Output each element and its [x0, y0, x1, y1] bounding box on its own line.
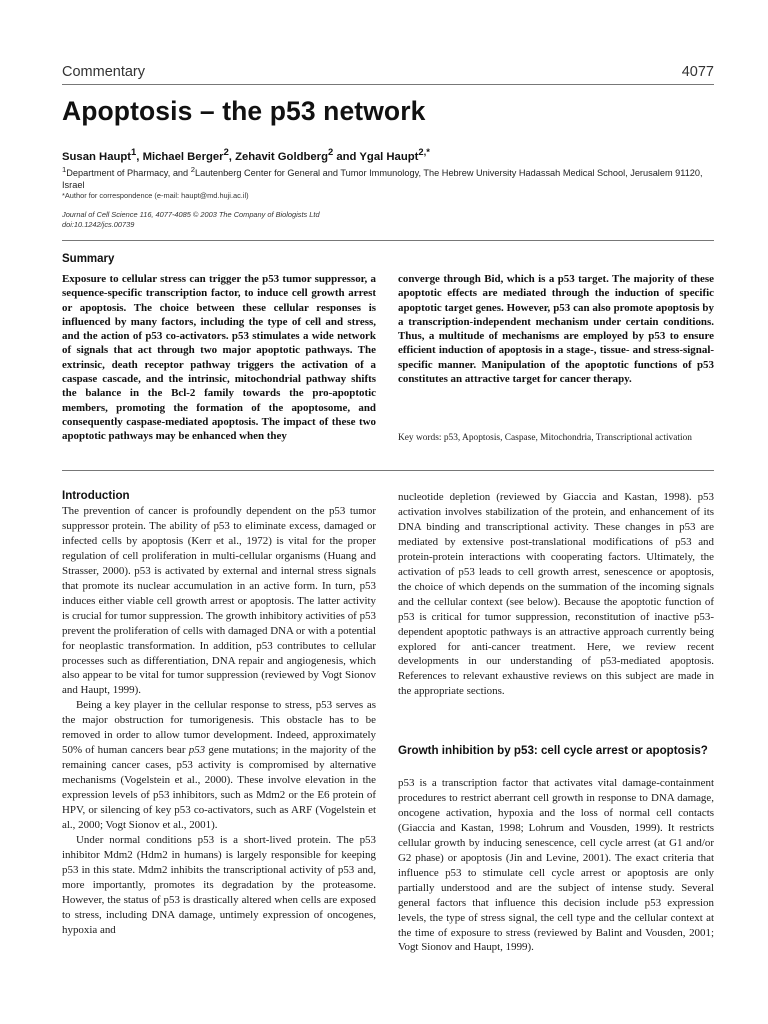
paragraph-text: gene mutations; in the majority of the remaining cancer cases, p53 activity is compromised by alternative mechanisms (Vogelstein et al., 2000). These involve elevation in the expression levels of p53 inhibitors, such as Mdm2 or the E6 protein of HPV, or silencing of key p53 co-activators, such as ARF (Vogelstein et al., 2000; Vogt Sionov et al., 2001). [62, 744, 376, 832]
growth-paragraph-1: p53 is a transcription factor that activates vital damage-containment procedures to restrict aberrant cell growth in response to DNA damage, oncogene activation, hypoxia and the loss of normal cell contacts (Giaccia and Kastan, 1998; Lohrum and Vousden, 1999). It restricts cellular growth by inducing senescence, cell cycle arrest (at G1 and/or G2 phase) or apoptosis (Jin and Levine, 2001). The exact criteria that influence p53 to stimulate cell cycle arrest or apoptosis are only partially understood and are the subject of intense study. Several general factors that influence this decision include p53 expression levels, the type of stress signal, the cell type and the cellular context at the time of exposure to stress (reviewed by Balint and Vousden, 2001; Vogt Sionov and Haupt, 1999). [398, 777, 714, 954]
author-affiliation-marker: 2 [223, 146, 229, 157]
author-name: Michael Berger [142, 150, 224, 163]
author-name: Zehavit Goldberg [235, 150, 328, 163]
author-name: Susan Haupt [62, 150, 132, 163]
author-affiliation-marker: 2,* [418, 146, 430, 157]
author-affiliation-marker: 2 [327, 146, 334, 157]
affiliation-marker: 2 [190, 165, 195, 174]
author-affiliation-marker: 1 [131, 146, 137, 157]
introduction-heading: Introduction [62, 489, 130, 502]
body-column-left [62, 504, 376, 938]
summary-text-left: Exposure to cellular stress can trigger the p53 tumor suppressor, a sequence-specific transcription factor, to induce cell growth arrest or apoptosis. The choice between these cellular responses is influenced by many factors, including the type of cell and stress, and the action of p53 co-activators. p53 stimulates a wide network of signals that act through two major apoptotic pathways. The extrinsic, death receptor pathway triggers the activation of a caspase cascade, and the intrinsic, mitochondrial pathway shifts the balance in the Bcl-2 family towards the pro-apoptotic members, promoting the formation of the apoptosome, and consequently caspase-mediated apoptosis. The impact of these two apoptotic pathways may be enhanced when they [62, 273, 376, 443]
body-column-right [398, 490, 714, 699]
affiliation-marker: 1 [62, 165, 67, 174]
journal-doi: doi:10.1242/jcs.00739 [62, 220, 135, 229]
summary-bottom-rule [62, 470, 714, 471]
correspondence-note: *Author for correspondence (e-mail: haupt@md.huji.ac.il) [62, 191, 249, 200]
keywords: Key words: p53, Apoptosis, Caspase, Mitochondria, Transcriptional activation [398, 433, 692, 443]
intro-paragraph-2 [62, 698, 376, 833]
journal-citation: Journal of Cell Science 116, 4077-4085 © 2003 The Company of Biologists Ltd [62, 210, 320, 219]
page-number: 4077 [681, 64, 714, 80]
affiliation-text: Lautenberg Center for General and Tumor Immunology, The Hebrew University Hadassah Medical School, Jerusalem 91120, Israel [62, 168, 703, 191]
growth-inhibition-heading: Growth inhibition by p53: cell cycle arrest or apoptosis? [398, 744, 708, 757]
paragraph-text: Being a key player in the cellular response to stress, p53 serves as the major obstruction for tumorigenesis. This obstacle has to be removed in order to allow tumor development. Indeed, approximately 50% of human cancers bear [62, 699, 376, 757]
article-title: Apoptosis – the p53 network [62, 96, 426, 126]
affiliations [62, 164, 714, 191]
summary-text-right: converge through Bid, which is a p53 target. The majority of these apoptotic effects are mediated through the induction of specific apoptotic target genes. However, p53 can also promote apoptosis by a transcription-independent mechanism under certain conditions. Thus, a multitude of mechanisms are employed by p53 to ensure efficient induction of apoptosis in a stage-, tissue- and stress-signal-specific manner. Manipulation of the apoptotic functions of p53 constitutes an attractive target for cancer therapy. [398, 273, 714, 386]
growth-inhibition-body [398, 776, 714, 955]
gene-name: p53 [188, 744, 206, 757]
summary-top-rule [62, 240, 714, 241]
author-conjunction: and [336, 150, 357, 163]
affiliation-text: Department of Pharmacy, and [66, 168, 191, 179]
intro-paragraph-1: The prevention of cancer is profoundly dependent on the p53 tumor suppressor protein. The ability of p53 to eliminate excess, damaged or infected cells by apoptosis (Kerr et al., 1972) is vital for the proper regulation of cell proliferation in multi-cellular organisms (Huang and Strasser, 2000). p53 is activated by external and internal stress signals that promote its nuclear accumulation in an active form. In turn, p53 induces either viable cell growth arrest or apoptosis. The latter activity is crucial for tumor suppression. The growth inhibitory activities of p53 prevent the proliferation of cells with damaged DNA or with a potential for neoplastic transformation. In addition, p53 contributes to cellular processes such as differentiation, DNA repair and angiogenesis, which also appear to be vital for tumor suppression (reviewed by Vogt Sionov and Haupt, 1999). [62, 505, 376, 697]
header-rule [62, 84, 714, 85]
intro-paragraph-3: Under normal conditions p53 is a short-lived protein. The p53 inhibitor Mdm2 (Hdm2 in humans) is largely responsible for keeping p53 in this state. Mdm2 inhibits the transcriptional activity of p53 and, more importantly, promotes its degradation by the proteasome. However, the status of p53 is drastically altered when cells are exposed to stress, including DNA damage, untimely expression of oncogenes, hypoxia and [62, 833, 376, 936]
intro-paragraph-4: nucleotide depletion (reviewed by Giaccia and Kastan, 1998). p53 activation involves stabilization of the protein, and enhancement of its DNA binding and transcriptional activity. These changes in p53 are mediated by extensive post-translational modifications of p53 and protein-protein interactions with cooperating factors. Ultimately, the activation of p53 leads to cell growth arrest, senescence or apoptosis, the choice of which depends on the summation of the incoming signals and the cellular context (see below). Because the apoptotic function of p53 is critical for tumor suppression, reconstitution of inactive p53-dependent apoptotic pathways is an attractive approach currently being explored for anti-cancer treatment. Here, we review recent developments in our understanding of p53-mediated apoptosis. References to relevant exhaustive reviews on this subject are made in the appropriate sections. [398, 491, 714, 698]
section-label: Commentary [62, 64, 145, 80]
author-name: Ygal Haupt [359, 150, 419, 163]
journal-info [62, 210, 320, 230]
author-list: Susan Haupt$^1$, Michael Berger$^2$, Zehavit Goldberg$^2$ and Ygal Haupt$^{2,*}$ [62, 146, 430, 163]
summary-heading: Summary [62, 253, 115, 265]
running-head [62, 62, 714, 84]
